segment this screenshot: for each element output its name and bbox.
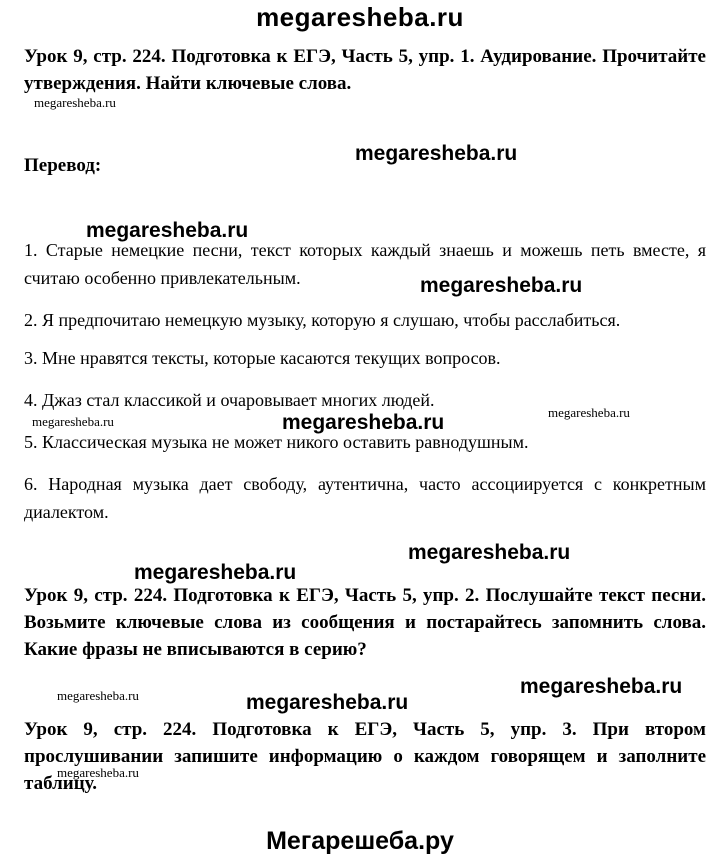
watermark: megaresheba.ru xyxy=(520,675,683,698)
statement-6: 6. Народная музыка дает свободу, аутентична, часто ассоциируется с конкретным диалектом. xyxy=(24,474,706,522)
watermark: megaresheba.ru xyxy=(355,142,518,165)
statement-4: 4. Джаз стал классикой и очаровывает многих людей. xyxy=(24,390,435,410)
watermark-small: megaresheba.ru xyxy=(57,765,139,780)
watermark: megaresheba.ru xyxy=(408,541,571,564)
site-header: megaresheba.ru xyxy=(256,2,464,32)
watermark-small: megaresheba.ru xyxy=(32,414,114,429)
exercise-2-heading: Урок 9, стр. 224. Подготовка к ЕГЭ, Часть 5, упр. 2. Послушайте текст песни. Возьмите ключевые слова из сообщения и постарайтесь запомнить слова. Какие фразы не вписываются в серию? xyxy=(24,585,706,660)
statement-2: 2. Я предпочитаю немецкую музыку, которую я слушаю, чтобы расслабиться. xyxy=(24,310,621,330)
watermark: megaresheba.ru xyxy=(86,219,249,242)
statement-1: 1. Старые немецкие песни, текст которых каждый знаешь и можешь петь вместе, я считаю особенно привлекательным. xyxy=(24,240,706,288)
watermark: megaresheba.ru xyxy=(282,411,445,434)
watermark: megaresheba.ru xyxy=(420,274,583,297)
site-footer: Мегарешеба.ру xyxy=(266,827,454,855)
watermark-small: megaresheba.ru xyxy=(57,688,139,703)
watermark: megaresheba.ru xyxy=(246,691,409,714)
statement-5: 5. Классическая музыка не может никого оставить равнодушным. xyxy=(24,432,529,452)
watermark-small: megaresheba.ru xyxy=(548,405,630,420)
watermark-small: megaresheba.ru xyxy=(34,95,116,110)
exercise-1-heading: Урок 9, стр. 224. Подготовка к ЕГЭ, Часть 5, упр. 1. Аудирование. Прочитайте утверждения. Найти ключевые слова. xyxy=(24,46,706,94)
watermark: megaresheba.ru xyxy=(134,561,297,584)
statement-3: 3. Мне нравятся тексты, которые касаются текущих вопросов. xyxy=(24,348,501,368)
translation-label: Перевод: xyxy=(24,155,102,176)
exercise-3-heading: Урок 9, стр. 224. Подготовка к ЕГЭ, Часть 5, упр. 3. При втором прослушивании запишите информацию о каждом говорящем и заполните таблицу. xyxy=(24,719,706,794)
